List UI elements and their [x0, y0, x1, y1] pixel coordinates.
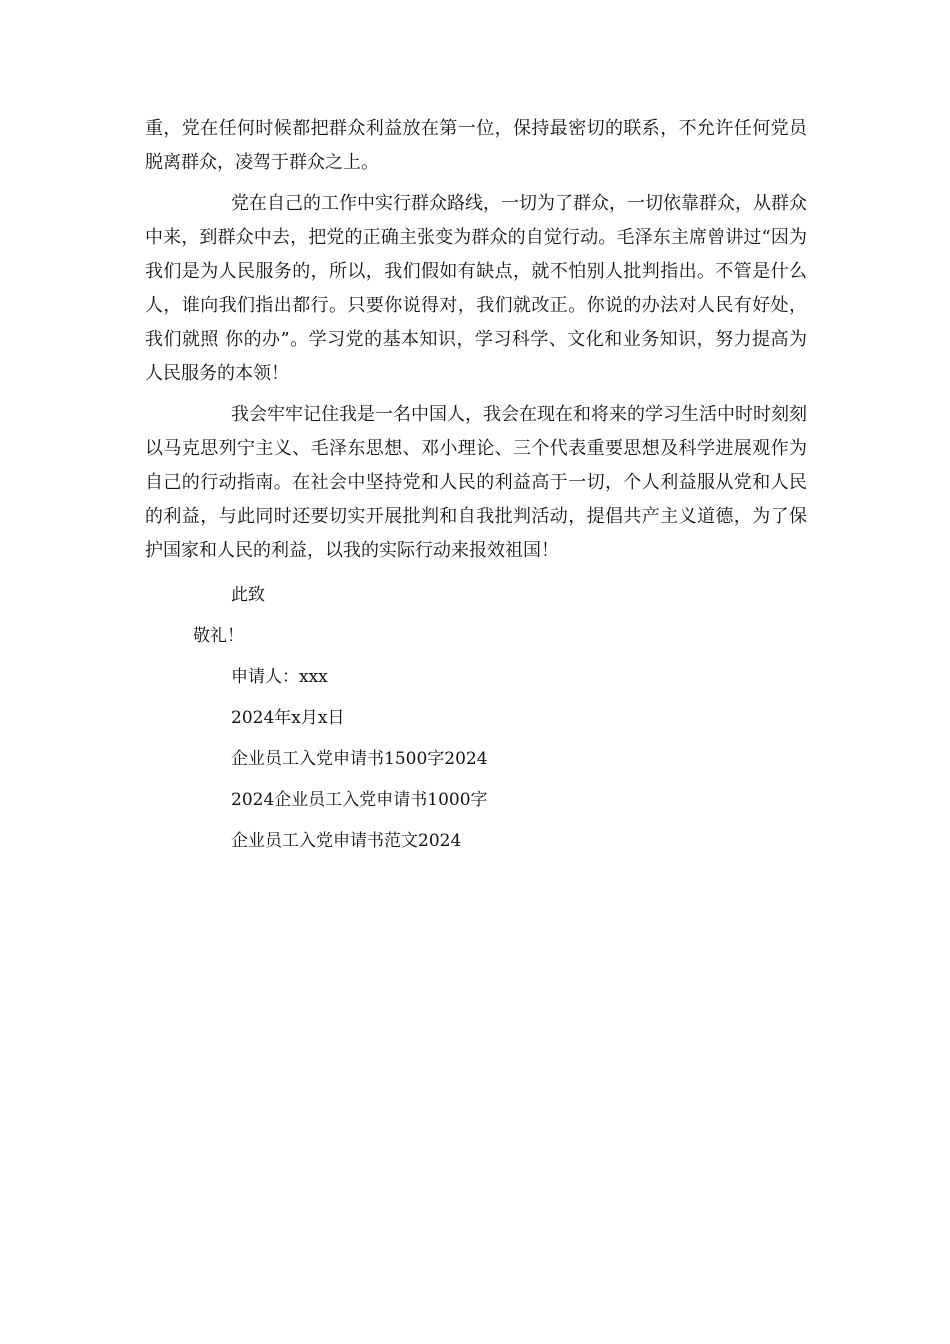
related-title-2: 2024企业员工入党申请书1000字	[231, 790, 488, 810]
closing-phrase: 此致	[231, 585, 265, 605]
document-body	[145, 112, 807, 862]
applicant-line: 申请人：xxx	[231, 667, 328, 687]
paragraph-commitment: 我会牢牢记住我是一名中国人，我会在现在和将来的学习生活中时时刻刻以马克思列宁主义、毛泽东思想、邓小理论、三个代表重要思想及科学进展观作为自己的行动指南。在社会中坚持党和人民的利益高于一切，个人利益服从党和人民的利益，与此同时还要切实开展批判和自我批判活动，提倡共产主义道德，为了保护国家和人民的利益，以我的实际行动来报效祖国！	[145, 404, 807, 561]
salutation: 敬礼！	[193, 626, 244, 646]
paragraph-mass-line: 党在自己的工作中实行群众路线，一切为了群众，一切依靠群众，从群众中来，到群众中去，把党的正确主张变为群众的自觉行动。毛泽东主席曾讲过“因为我们是为人民服务的，所以，我们假如有缺点，就不怕别人批判指出。不管是什么人，谁向我们指出都行。只要你说得对，我们就改正。你说的办法对人民有好处，我们就照 你的办”。学习党的基本知识，学习科学、文化和业务知识，努力提高为人民服务的本领！	[145, 193, 807, 384]
date-line: 2024年x月x日	[231, 708, 345, 728]
related-title-1: 企业员工入党申请书1500字2024	[231, 749, 488, 769]
paragraph-continuation: 重，党在任何时候都把群众利益放在第一位，保持最密切的联系，不允许任何党员脱离群众，凌驾于群众之上。	[145, 118, 807, 173]
related-title-3: 企业员工入党申请书范文2024	[231, 831, 462, 851]
